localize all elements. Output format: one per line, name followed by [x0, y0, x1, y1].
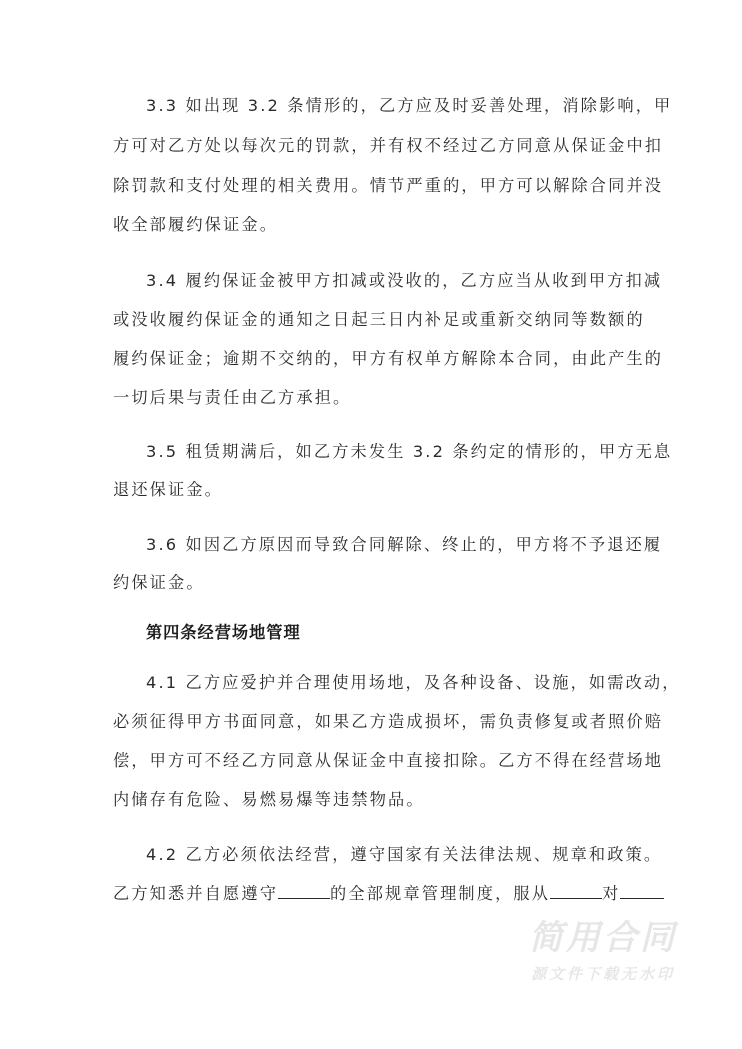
- clause-4-1-line-4: 内储存有危险、易燃易爆等违禁物品。: [113, 790, 425, 809]
- watermark-title: 简用合同: [529, 918, 677, 958]
- clause-3-3-line-1: 3.3 如出现 3.2 条情形的，乙方应及时妥善处理，消除影响，甲: [146, 96, 673, 115]
- watermark: [508, 918, 698, 986]
- clause-3-4-line-2: 或没收履约保证金的通知之日起三日内补足或重新交纳同等数额的: [113, 310, 645, 329]
- clause-3-4-line-1: 3.4 履约保证金被甲方扣减或没收的，乙方应当从收到甲方扣减: [146, 271, 663, 290]
- clause-3-6-line-2: 约保证金。: [113, 573, 205, 592]
- clause-3-5-line-2: 退还保证金。: [113, 480, 224, 499]
- clause-4-2-line-2: [113, 884, 633, 904]
- clause-3-6-line-1: 3.6 如因乙方原因而导致合同解除、终止的，甲方将不予退还履: [146, 535, 663, 554]
- clause-3-5-line-1: 3.5 租赁期满后，如乙方未发生 3.2 条约定的情形的，甲方无息: [146, 442, 673, 461]
- article-4-heading: 第四条经营场地管理: [146, 623, 301, 642]
- clause-4-1-line-1: 4.1 乙方应爱护并合理使用场地，及各种设备、设施，如需改动，: [146, 673, 681, 692]
- clause-4-2-line-1: 4.2 乙方必须依法经营，遵守国家有关法律法规、规章和政策。: [146, 845, 663, 864]
- clause-3-4-line-3: 履约保证金；逾期不交纳的，甲方有权单方解除本合同，由此产生的: [113, 349, 664, 368]
- clause-3-3-line-4: 收全部履约保证金。: [113, 215, 279, 234]
- clause-3-4-line-4: 一切后果与责任由乙方承担。: [113, 388, 352, 407]
- clause-3-3-line-2: 方可对乙方处以每次元的罚款，并有权不经过乙方同意从保证金中扣: [113, 136, 664, 155]
- clause-4-2-text-part-1: 乙方知悉并自愿遵守: [113, 884, 279, 903]
- clause-4-1-line-3: 偿，甲方可不经乙方同意从保证金中直接扣除。乙方不得在经营场地: [113, 751, 664, 770]
- clause-3-3-line-3: 除罚款和支付处理的相关费用。情节严重的，甲方可以解除合同并没: [113, 176, 664, 195]
- watermark-subtitle: 源文件下载无水印: [530, 965, 675, 983]
- clause-4-2-text-part-3: 对: [602, 884, 621, 903]
- clause-4-1-line-2: 必须征得甲方书面同意，如果乙方造成损坏，需负责修复或者照价赔: [113, 712, 664, 731]
- fill-in-blank-2: [550, 884, 602, 899]
- fill-in-blank-3: [620, 884, 664, 899]
- fill-in-blank-1: [278, 884, 330, 899]
- clause-4-2-text-part-2: 的全部规章管理制度，服从: [330, 884, 551, 903]
